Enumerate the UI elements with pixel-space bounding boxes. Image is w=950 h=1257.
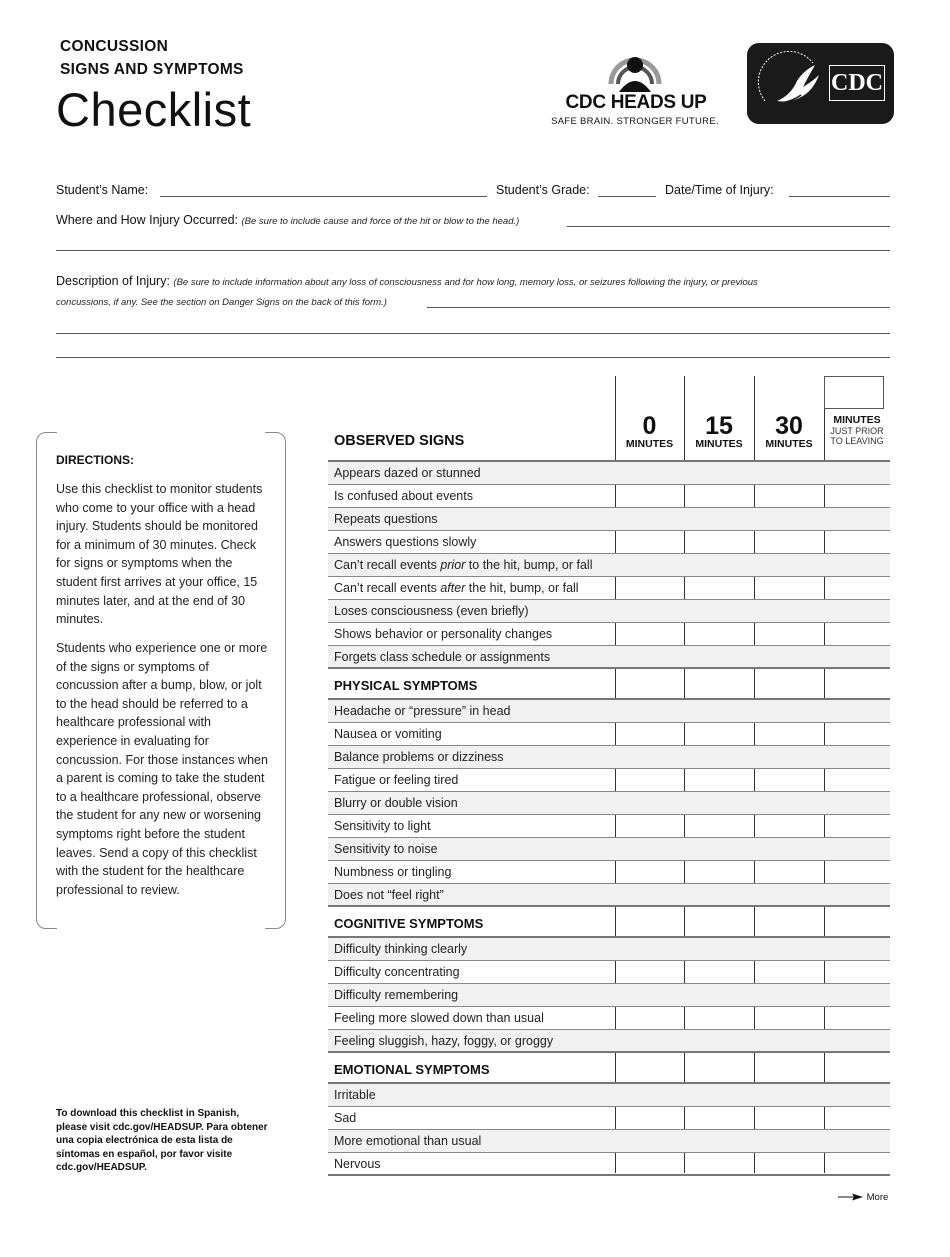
column-unit: MINUTES	[625, 438, 674, 450]
check-cell-15-min[interactable]	[686, 1084, 755, 1106]
check-cell-prior[interactable]	[825, 961, 890, 983]
hhs-eagle-icon	[757, 51, 827, 117]
symptom-label: Does not “feel right”	[334, 888, 444, 902]
description-field-line-2[interactable]	[56, 333, 890, 334]
check-cell-prior[interactable]	[825, 984, 890, 1006]
heads-up-tagline: SAFE BRAIN. STRONGER FUTURE.	[551, 116, 719, 127]
check-cell-15-min[interactable]	[686, 531, 755, 553]
check-cell-prior[interactable]	[825, 938, 890, 960]
symptom-label: Irritable	[334, 1088, 376, 1102]
symptom-label-pre: Can’t recall events	[334, 581, 441, 595]
symptom-label-pre: Can’t recall events	[334, 558, 441, 572]
check-cell-prior[interactable]	[825, 1030, 890, 1051]
check-cell-15-min[interactable]	[686, 1030, 755, 1051]
symptom-label: Difficulty thinking clearly	[334, 942, 468, 956]
symptom-label: Balance problems or dizziness	[334, 750, 504, 764]
check-cell-prior[interactable]	[825, 1107, 890, 1129]
check-cell-prior[interactable]	[825, 600, 890, 622]
where-how-field-line-2[interactable]	[56, 250, 890, 251]
check-cell-prior[interactable]	[825, 508, 890, 530]
check-cell-15-min[interactable]	[686, 984, 755, 1006]
column-header-prior-to-leaving	[824, 414, 890, 446]
column-number: 30	[775, 412, 803, 440]
description-hint-line-2: concussions, if any. See the section on Danger Signs on the back of this form.)	[56, 297, 387, 308]
section-header-row	[328, 1053, 890, 1084]
check-cell-30-min[interactable]	[755, 1153, 824, 1174]
check-cell-prior[interactable]	[825, 1130, 890, 1152]
column-header-15-minutes	[684, 414, 754, 450]
check-cell-0-min[interactable]	[618, 1007, 686, 1029]
check-cell-30-min[interactable]	[755, 861, 824, 883]
check-cell-30-min[interactable]	[755, 838, 824, 860]
kicker-line-1: CONCUSSION	[60, 38, 169, 55]
section-header-row	[328, 907, 890, 938]
student-grade-label: Student’s Grade:	[496, 183, 590, 197]
column-header-30-minutes	[754, 414, 824, 450]
heads-up-logo-text: CDC HEADS UP	[565, 92, 707, 113]
check-cell-0-min[interactable]	[618, 623, 686, 645]
check-cell-30-min[interactable]	[755, 769, 824, 791]
check-cell-prior[interactable]	[825, 462, 890, 484]
heads-up-logo-icon	[606, 40, 664, 94]
check-cell-15-min[interactable]	[686, 577, 755, 599]
check-cell-0-min[interactable]	[618, 462, 686, 484]
check-cell-0-min[interactable]	[618, 508, 686, 530]
table-row	[328, 485, 890, 508]
where-how-label: Where and How Injury Occurred:	[56, 213, 239, 227]
check-cell-15-min[interactable]	[686, 646, 755, 667]
table-row	[328, 700, 890, 723]
check-cell-15-min[interactable]	[686, 723, 755, 745]
symptom-label: Answers questions slowly	[334, 535, 477, 549]
check-cell-0-min[interactable]	[618, 1153, 686, 1174]
section-title: COGNITIVE SYMPTOMS	[334, 916, 484, 931]
check-cell-0-min[interactable]	[618, 1130, 686, 1152]
student-name-label: Student’s Name:	[56, 183, 149, 197]
symptom-label: Sensitivity to light	[334, 819, 431, 833]
description-field[interactable]	[427, 307, 890, 308]
check-cell-15-min[interactable]	[686, 485, 755, 507]
check-cell-0-min[interactable]	[618, 984, 686, 1006]
check-cell-0-min[interactable]	[618, 700, 686, 722]
symptom-label: Difficulty concentrating	[334, 965, 460, 979]
symptom-label: Numbness or tingling	[334, 865, 452, 879]
check-cell-30-min[interactable]	[755, 700, 824, 722]
check-cell-30-min[interactable]	[755, 884, 824, 905]
page-title: Checklist	[56, 83, 252, 136]
check-cell-30-min[interactable]	[755, 1030, 824, 1051]
symptom-label	[328, 554, 618, 576]
symptom-label: Headache or “pressure” in head	[334, 704, 511, 718]
check-cell-prior[interactable]	[825, 815, 890, 837]
symptom-label: Is confused about events	[334, 489, 473, 503]
check-cell-15-min[interactable]	[686, 600, 755, 622]
check-cell-15-min[interactable]	[686, 700, 755, 722]
check-cell-prior[interactable]	[825, 1084, 890, 1106]
check-cell-prior[interactable]	[825, 769, 890, 791]
table-row	[328, 623, 890, 646]
check-cell-prior[interactable]	[825, 577, 890, 599]
kicker-line-2: SIGNS AND SYMPTOMS	[60, 61, 244, 78]
check-cell-prior[interactable]	[825, 792, 890, 814]
symptom-label: Appears dazed or stunned	[334, 466, 481, 480]
check-cell-30-min[interactable]	[755, 531, 824, 553]
check-cell-0-min[interactable]	[618, 1084, 686, 1106]
symptom-label: Blurry or double vision	[334, 796, 458, 810]
section-title: PHYSICAL SYMPTOMS	[334, 678, 478, 693]
student-grade-field[interactable]	[598, 196, 656, 197]
table-row	[328, 884, 890, 907]
symptom-label: Fatigue or feeling tired	[334, 773, 459, 787]
check-cell-15-min[interactable]	[686, 838, 755, 860]
check-cell-15-min[interactable]	[686, 861, 755, 883]
check-cell-15-min[interactable]	[686, 462, 755, 484]
symptom-label: Difficulty remembering	[334, 988, 459, 1002]
table-row	[328, 984, 890, 1007]
check-cell-30-min[interactable]	[755, 792, 824, 814]
check-cell-0-min[interactable]	[618, 815, 686, 837]
where-how-field[interactable]	[567, 226, 890, 227]
check-cell-15-min[interactable]	[686, 1153, 755, 1174]
where-how-hint: (Be sure to include cause and force of the hit or blow to the head.)	[241, 216, 520, 227]
table-row	[328, 1107, 890, 1130]
check-cell-prior[interactable]	[825, 623, 890, 645]
directions-paragraph-2: Students who experience one or more of the signs or symptoms of concussion after a bump, blow, or jolt to the head should be referred to a healthcare professional with experience in evaluating for concussion. For those instances when a parent is coming to take the student to a healthcare professional, observe the student for any new or worsening symptoms right before the student leaves. Send a copy of this checklist with the student for the healthcare professional to review.	[56, 641, 268, 897]
check-cell-30-min[interactable]	[755, 623, 824, 645]
check-cell-30-min[interactable]	[755, 554, 824, 576]
symptom-label-em: prior	[440, 558, 466, 572]
check-cell-prior[interactable]	[825, 700, 890, 722]
table-row	[328, 1130, 890, 1153]
check-cell-prior[interactable]	[825, 646, 890, 667]
table-row	[328, 1030, 890, 1053]
column-unit: MINUTES	[765, 438, 813, 450]
symptom-label: Forgets class schedule or assignments	[334, 650, 551, 664]
table-row	[328, 462, 890, 485]
table-row	[328, 838, 890, 861]
check-cell-30-min[interactable]	[755, 746, 824, 768]
check-cell-30-min[interactable]	[755, 1107, 824, 1129]
check-cell-0-min[interactable]	[618, 792, 686, 814]
column-sub-2: TO LEAVING	[830, 436, 884, 446]
section-title: EMOTIONAL SYMPTOMS	[334, 1062, 490, 1077]
check-cell-prior[interactable]	[825, 485, 890, 507]
table-row	[328, 1153, 890, 1176]
check-cell-0-min[interactable]	[618, 1107, 686, 1129]
check-cell-0-min[interactable]	[618, 1030, 686, 1051]
check-cell-15-min[interactable]	[686, 1007, 755, 1029]
check-cell-30-min[interactable]	[755, 462, 824, 484]
check-cell-30-min[interactable]	[755, 984, 824, 1006]
check-cell-0-min[interactable]	[618, 600, 686, 622]
table-row	[328, 961, 890, 984]
table-row	[328, 1084, 890, 1107]
check-cell-prior[interactable]	[825, 554, 890, 576]
prior-minutes-input[interactable]	[824, 376, 884, 409]
table-row	[328, 600, 890, 623]
column-header-0-minutes	[615, 414, 684, 450]
table-row	[328, 723, 890, 746]
table-row	[328, 746, 890, 769]
check-cell-30-min[interactable]	[755, 577, 824, 599]
check-cell-15-min[interactable]	[686, 938, 755, 960]
check-cell-15-min[interactable]	[686, 623, 755, 645]
check-cell-30-min[interactable]	[755, 508, 824, 530]
table-row	[328, 646, 890, 669]
check-cell-30-min[interactable]	[755, 1084, 824, 1106]
more-label: More	[866, 1192, 889, 1203]
check-cell-0-min[interactable]	[618, 485, 686, 507]
check-cell-prior[interactable]	[825, 531, 890, 553]
column-unit: MINUTES	[695, 438, 743, 450]
check-cell-0-min[interactable]	[618, 531, 686, 553]
symptom-label: Sad	[334, 1111, 357, 1125]
check-cell-30-min[interactable]	[755, 1130, 824, 1152]
check-cell-15-min[interactable]	[686, 508, 755, 530]
table-row	[328, 815, 890, 838]
symptom-label: Feeling sluggish, hazy, foggy, or groggy	[334, 1034, 554, 1048]
table-row	[328, 938, 890, 961]
table-row	[328, 769, 890, 792]
check-cell-30-min[interactable]	[755, 723, 824, 745]
symptom-label: Sensitivity to noise	[334, 842, 438, 856]
check-cell-15-min[interactable]	[686, 815, 755, 837]
symptom-label-post: the hit, bump, or fall	[465, 581, 579, 595]
check-cell-30-min[interactable]	[755, 961, 824, 983]
symptom-label: Repeats questions	[334, 512, 438, 526]
symptom-label	[328, 577, 618, 599]
check-cell-15-min[interactable]	[686, 792, 755, 814]
check-cell-prior[interactable]	[825, 746, 890, 768]
description-hint-line-1: (Be sure to include information about any loss of consciousness and for how long, memory loss, or seizures following the injury, or previous	[173, 277, 758, 288]
check-cell-0-min[interactable]	[618, 884, 686, 905]
checklist-table	[328, 460, 890, 1176]
section-title-observed-signs: OBSERVED SIGNS	[334, 433, 465, 449]
description-label: Description of Injury:	[56, 274, 170, 288]
table-row	[328, 792, 890, 815]
check-cell-prior[interactable]	[825, 838, 890, 860]
column-number: 15	[705, 412, 733, 440]
check-cell-0-min[interactable]	[618, 723, 686, 745]
symptom-label: Nausea or vomiting	[334, 727, 442, 741]
check-cell-15-min[interactable]	[686, 554, 755, 576]
student-name-field[interactable]	[160, 196, 487, 197]
check-cell-15-min[interactable]	[686, 961, 755, 983]
symptom-label: Shows behavior or personality changes	[334, 627, 553, 641]
check-cell-15-min[interactable]	[686, 746, 755, 768]
table-row	[328, 1007, 890, 1030]
check-cell-prior[interactable]	[825, 723, 890, 745]
check-cell-30-min[interactable]	[755, 1007, 824, 1029]
check-cell-0-min[interactable]	[618, 938, 686, 960]
check-cell-0-min[interactable]	[618, 961, 686, 983]
check-cell-15-min[interactable]	[686, 769, 755, 791]
table-row	[328, 861, 890, 884]
symptom-label: Nervous	[334, 1157, 381, 1171]
column-sub-1: JUST PRIOR	[830, 426, 884, 436]
check-cell-15-min[interactable]	[686, 884, 755, 905]
check-cell-0-min[interactable]	[618, 577, 686, 599]
section-header-row	[328, 669, 890, 700]
check-cell-0-min[interactable]	[618, 746, 686, 768]
symptom-label-post: to the hit, bump, or fall	[465, 558, 593, 572]
spanish-download-note: To download this checklist in Spanish, please visit cdc.gov/HEADSUP. Para obtener una copia electrónica de esta lista de síntomas en español, por favor visite cdc.gov/HEADSUP.	[56, 1108, 268, 1173]
check-cell-prior[interactable]	[825, 884, 890, 905]
check-cell-15-min[interactable]	[686, 1130, 755, 1152]
check-cell-15-min[interactable]	[686, 1107, 755, 1129]
directions-paragraph-1: Use this checklist to monitor students who come to your office with a head injury. Students should be monitored for a minimum of 30 minutes. Check for signs or symptoms when the student first arrives at your office, 15 minutes later, and at the end of 30 minutes.	[56, 482, 263, 627]
symptom-label-em: after	[440, 581, 466, 595]
check-cell-0-min[interactable]	[618, 646, 686, 667]
check-cell-0-min[interactable]	[618, 861, 686, 883]
cdc-hhs-logo	[747, 43, 894, 124]
check-cell-30-min[interactable]	[755, 938, 824, 960]
symptom-label: Feeling more slowed down than usual	[334, 1011, 544, 1025]
check-cell-prior[interactable]	[825, 1153, 890, 1174]
check-cell-30-min[interactable]	[755, 815, 824, 837]
table-row	[328, 554, 890, 577]
check-cell-0-min[interactable]	[618, 554, 686, 576]
check-cell-prior[interactable]	[825, 1007, 890, 1029]
more-link[interactable]	[838, 1192, 888, 1203]
arrow-right-icon	[838, 1193, 864, 1201]
date-time-label: Date/Time of Injury:	[665, 183, 774, 197]
column-unit: MINUTES	[833, 414, 881, 426]
check-cell-30-min[interactable]	[755, 646, 824, 667]
check-cell-0-min[interactable]	[618, 769, 686, 791]
check-cell-prior[interactable]	[825, 861, 890, 883]
description-field-line-3[interactable]	[56, 357, 890, 358]
directions-heading: DIRECTIONS:	[56, 453, 134, 467]
symptom-label: Loses consciousness (even briefly)	[334, 604, 529, 618]
check-cell-0-min[interactable]	[618, 838, 686, 860]
check-cell-30-min[interactable]	[755, 600, 824, 622]
table-row	[328, 531, 890, 554]
date-time-field[interactable]	[789, 196, 890, 197]
check-cell-30-min[interactable]	[755, 485, 824, 507]
cdc-logo-text: CDC	[829, 65, 885, 101]
column-number: 0	[642, 412, 657, 440]
table-row	[328, 577, 890, 600]
symptom-label: More emotional than usual	[334, 1134, 482, 1148]
table-row	[328, 508, 890, 531]
